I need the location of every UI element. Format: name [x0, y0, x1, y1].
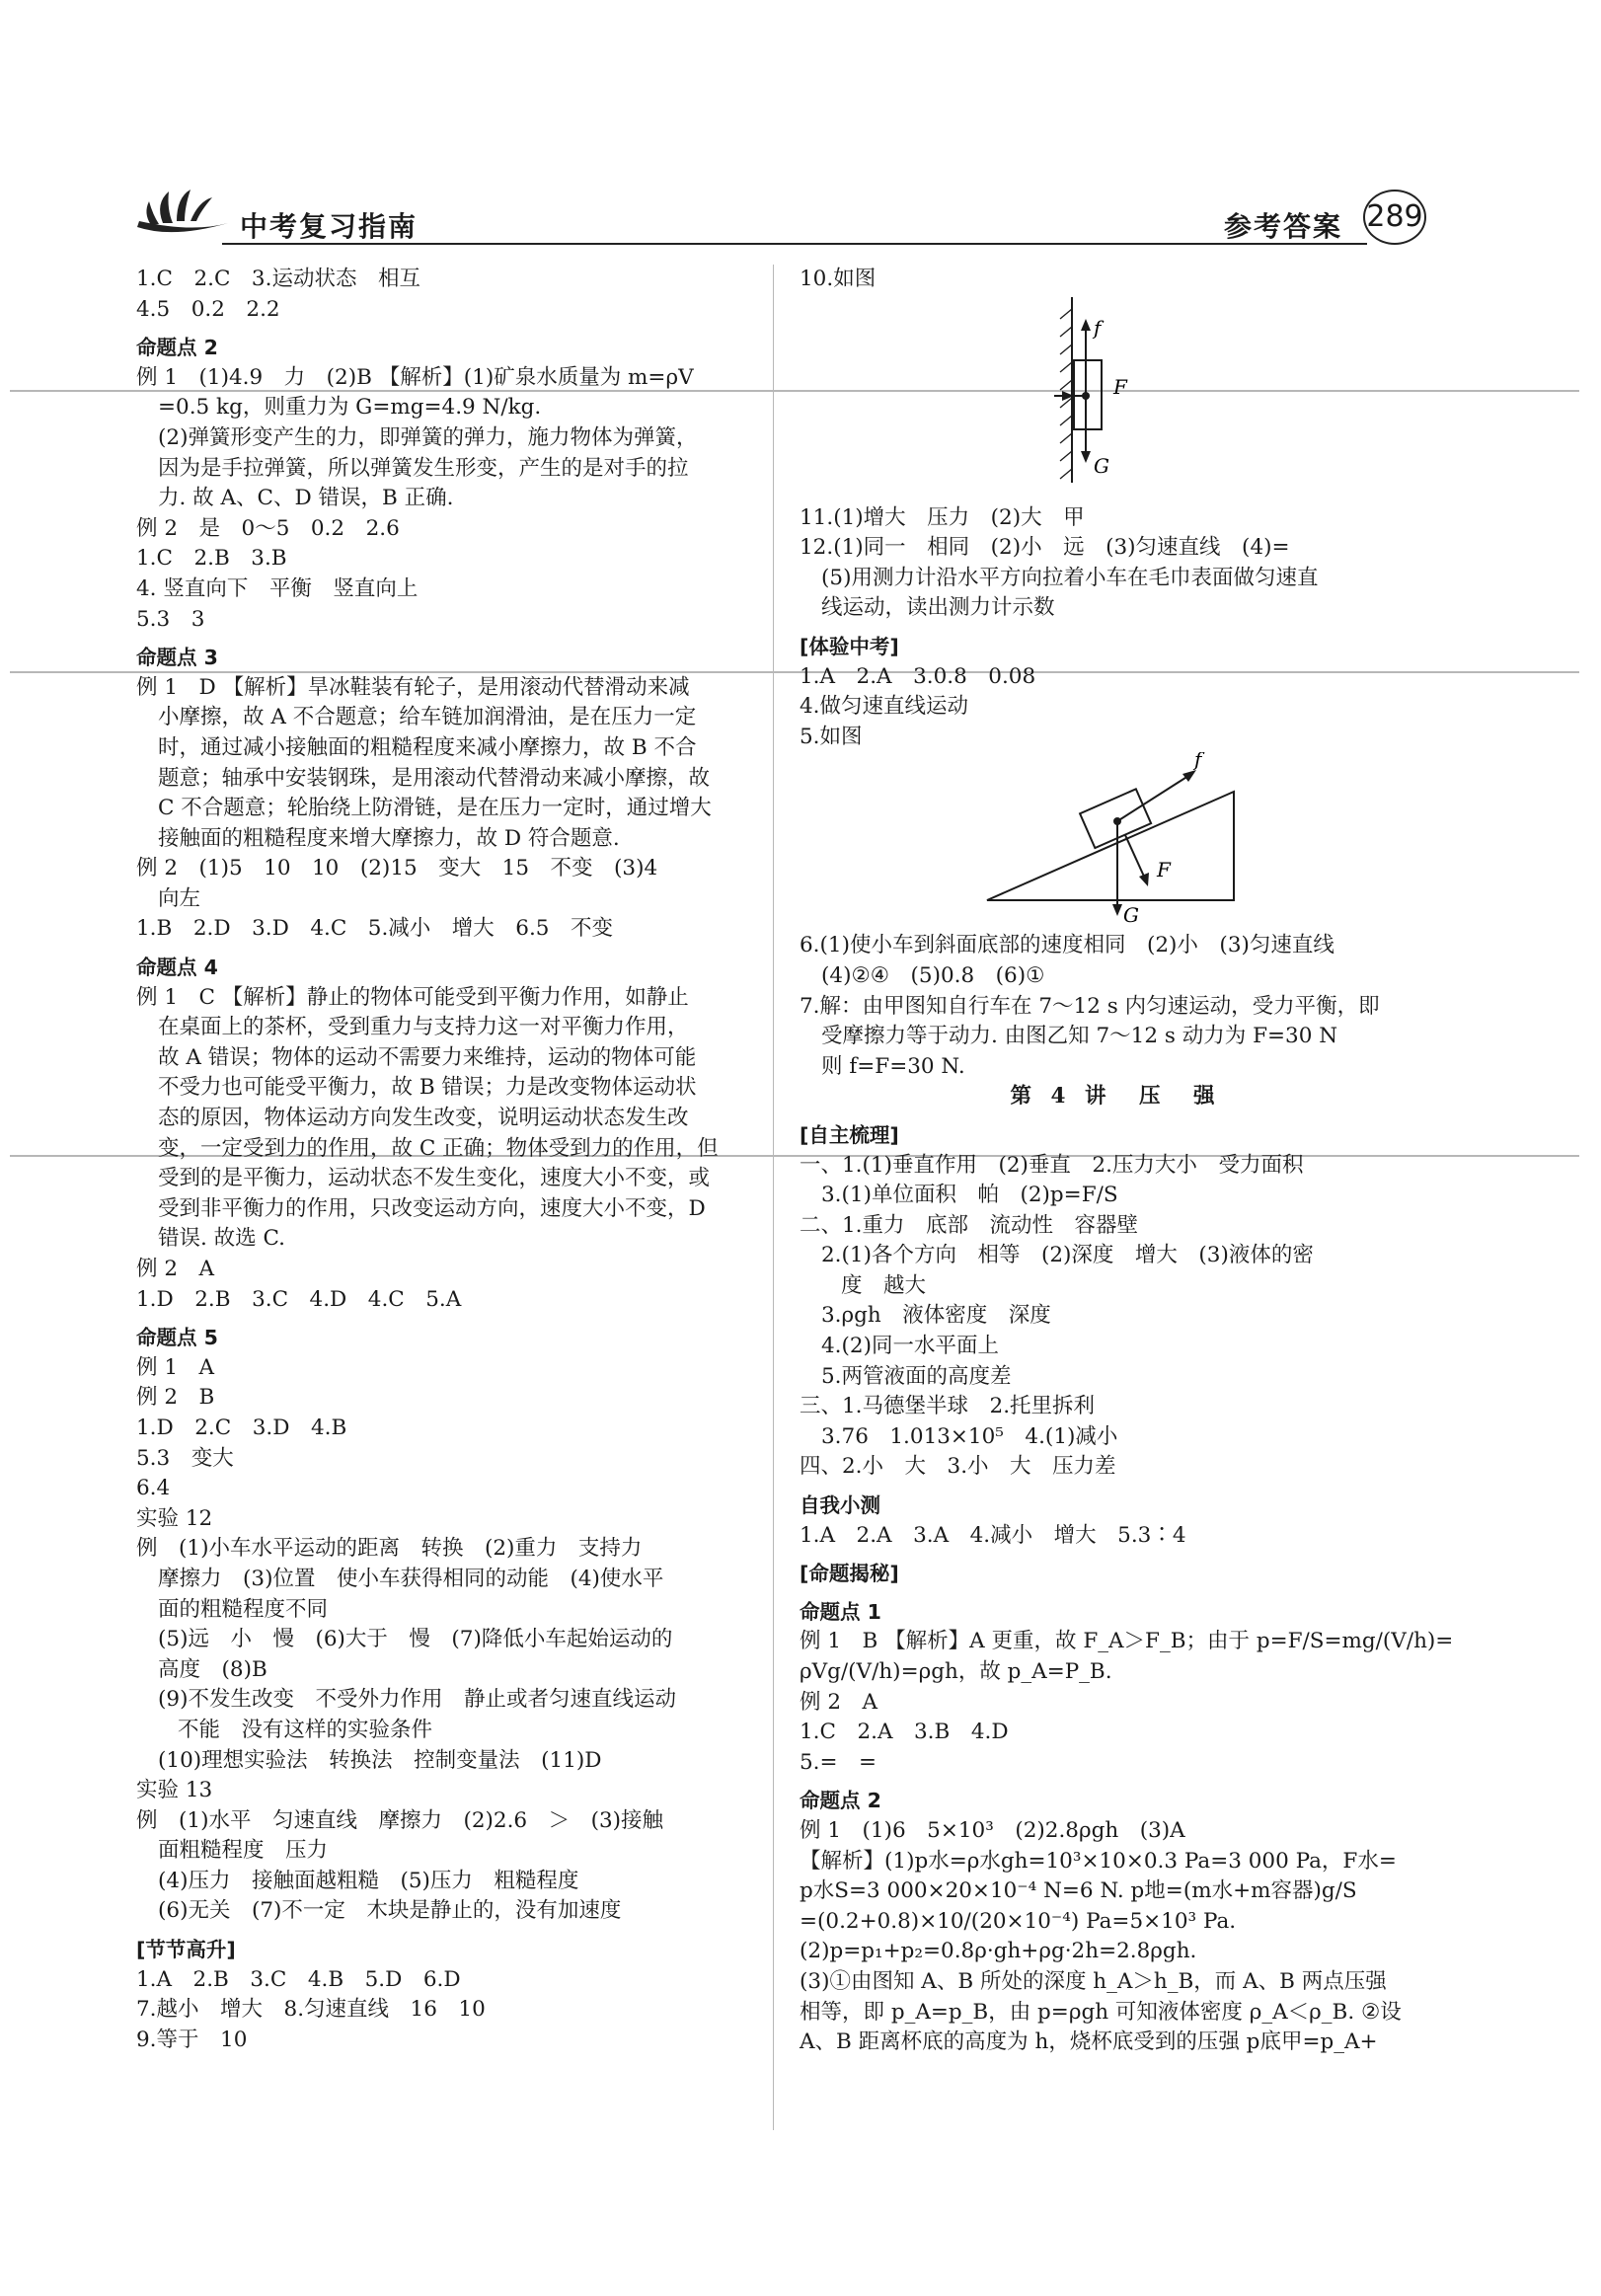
section-heading: 自我小测 [800, 1493, 880, 1518]
answer-line: 4.5 0.2 2.2 [136, 296, 280, 322]
answer-line: 1.A 2.B 3.C 4.B 5.D 6.D [136, 1966, 461, 1992]
right-block-b [800, 503, 1431, 753]
answer-line: 一、1.(1)垂直作用 (2)垂直 2.压力大小 受力面积 [800, 1152, 1304, 1178]
answer-line: (4)压力 接触面越粗糙 (5)压力 粗糙程度 [158, 1868, 579, 1893]
answer-line: 摩擦力 (3)位置 使小车获得相同的动能 (4)使水平 [158, 1566, 664, 1591]
answer-line: 则 f=F=30 N. [821, 1053, 965, 1079]
answer-line: 例 1 (1)6 5×10³ (2)2.8ρgh (3)A [800, 1817, 1185, 1843]
answer-line: 受到非平衡力的作用，只改变运动方向，速度大小不变，D [158, 1195, 706, 1221]
answer-line: 4.(2)同一水平面上 [821, 1334, 999, 1359]
pressure-arrow [1125, 835, 1145, 879]
label-F: F [1157, 858, 1171, 882]
answer-line: 小摩擦，故 A 不合题意；给车链加润滑油，是在压力一定 [158, 705, 697, 730]
answer-line: 实验 12 [136, 1505, 213, 1531]
answer-line: 3.(1)单位面积 帕 (2)p=F/S [821, 1183, 1118, 1208]
answer-line: 时，通过减小接触面的粗糙程度来减小摩擦力，故 B 不合 [158, 734, 697, 760]
answer-line: 故 A 错误；物体的运动不需要力来维持，运动的物体可能 [158, 1044, 697, 1070]
answer-line: 四、2.小 大 3.小 大 压力差 [800, 1454, 1116, 1480]
answer-line: 4.做匀速直线运动 [800, 694, 969, 720]
answer-line: =0.5 kg，则重力为 G=mg=4.9 N/kg. [158, 395, 542, 421]
answer-line: 1.A 2.A 3.A 4.减小 增大 5.3∶4 [800, 1522, 1186, 1548]
label-G: G [1094, 453, 1109, 478]
left-column [136, 265, 763, 2055]
section-heading: [体验中考] [800, 634, 899, 658]
answer-line: 6.4 [136, 1476, 171, 1501]
answer-line: 5.3 变大 [136, 1445, 234, 1471]
figure-wall-block [800, 295, 1431, 497]
answer-line: (9)不发生改变 不受外力作用 静止或者匀速直线运动 [158, 1687, 676, 1713]
answer-line: 1.C 2.C 3.运动状态 相互 [136, 267, 420, 291]
answer-line: (6)无关 (7)不一定 木块是静止的，没有加速度 [158, 1898, 622, 1924]
book-logo-icon [133, 188, 232, 247]
answer-line: (3)①由图知 A、B 所处的深度 h_A＞h_B，而 A、B 两点压强 [800, 1968, 1387, 1994]
figure-incline [800, 752, 1431, 925]
answer-line: 例 1 D 【解析】旱冰鞋装有轮子，是用滚动代替滑动来减 [136, 674, 690, 700]
answer-line: 5.= = [800, 1749, 877, 1775]
right-block-a [800, 265, 1431, 295]
answer-line: 3.ρgh 液体密度 深度 [821, 1303, 1051, 1329]
answer-line: 例 (1)水平 匀速直线 摩擦力 (2)2.6 ＞ (3)接触 [136, 1807, 664, 1833]
answer-line: 11.(1)增大 压力 (2)大 甲 [800, 504, 1085, 530]
answer-line: (2)p=p₁+p₂=0.8ρ·gh+ρg·2h=2.8ρgh. [800, 1939, 1197, 1964]
section-title: 参考答案 [1223, 210, 1342, 243]
answer-line: 在桌面上的茶杯，受到重力与支持力这一对平衡力作用， [158, 1015, 689, 1040]
page-number: 289 [1363, 190, 1426, 245]
answer-line: 4. 竖直向下 平衡 竖直向上 [136, 575, 419, 601]
section-heading: [节节高升] [136, 1938, 236, 1962]
section-heading: 命题点 3 [136, 646, 218, 670]
answer-line: 高度 (8)B [158, 1656, 267, 1682]
answer-line: 例 2 A [136, 1257, 215, 1281]
answer-line: 9.等于 10 [136, 2027, 248, 2052]
answer-line: 例 1 (1)4.9 力 (2)B 【解析】(1)矿泉水质量为 m=ρV [136, 364, 694, 390]
label-G: G [1123, 903, 1139, 926]
answer-line: 变，一定受到力的作用，故 C 正确；物体受到力的作用，但 [158, 1135, 719, 1161]
answer-line: 5.两管液面的高度差 [821, 1363, 1012, 1389]
header-rule [222, 243, 1367, 245]
answer-line: 7.越小 增大 8.匀速直线 16 10 [136, 1997, 486, 2023]
answer-line: 例 2 B [136, 1385, 215, 1411]
answer-line: 受摩擦力等于动力. 由图乙知 7～12 s 动力为 F=30 N [821, 1024, 1338, 1049]
answer-line: (10)理想实验法 转换法 控制变量法 (11)D [158, 1747, 602, 1773]
right-block-c [800, 931, 1454, 2057]
answer-line: A、B 距离杯底的高度为 h，烧杯底受到的压强 p底甲=p_A+ [800, 2029, 1378, 2055]
answer-line: 题意；轴承中安装钢珠，是用滚动代替滑动来减小摩擦，故 [158, 765, 711, 791]
answer-line: 不能 没有这样的实验条件 [178, 1717, 433, 1742]
section-heading: 命题点 2 [800, 1789, 881, 1813]
answer-line: (5)用测力计沿水平方向拉着小车在毛巾表面做匀速直 [821, 565, 1319, 590]
answer-line: 例 (1)小车水平运动的距离 转换 (2)重力 支持力 [136, 1536, 643, 1562]
answer-line: 5.3 3 [136, 606, 205, 632]
answer-line: (2)弹簧形变产生的力，即弹簧的弹力，施力物体为弹簧， [158, 424, 698, 450]
answer-line: 1.A 2.A 3.0.8 0.08 [800, 663, 1036, 689]
answer-line: 7.解：由甲图知自行车在 7～12 s 内匀速运动，受力平衡，即 [800, 993, 1380, 1019]
section-heading: 命题点 1 [800, 1599, 881, 1624]
answer-line: 面粗糙程度 压力 [158, 1838, 329, 1864]
answer-line: 1.C 2.B 3.B [136, 546, 287, 572]
answer-line: 接触面的粗糙程度来增大摩擦力，故 D 符合题意. [158, 825, 620, 851]
label-F: F [1113, 374, 1127, 399]
answer-line: 态的原因，物体运动方向发生改变，说明运动状态发生改 [158, 1106, 689, 1131]
answer-line: 例 1 A [136, 1354, 215, 1380]
answer-line: 向左 [158, 885, 201, 911]
answer-line: 面的粗糙程度不同 [158, 1596, 329, 1622]
answer-line: 例 2 是 0～5 0.2 2.6 [136, 515, 400, 541]
answer-line: 6.(1)使小车到斜面底部的速度相同 (2)小 (3)匀速直线 [800, 933, 1334, 958]
section-heading: 命题点 2 [136, 336, 218, 360]
answer-line: 实验 13 [136, 1778, 213, 1803]
answer-line: 度 越大 [841, 1272, 927, 1298]
answer-line: ρVg/(V/h)=ρgh，故 p_A=P_B. [800, 1659, 1112, 1684]
answer-line: 线运动，读出测力计示数 [821, 595, 1055, 621]
answer-line: 受到的是平衡力，运动状态不发生变化，速度大小不变，或 [158, 1166, 711, 1191]
answer-line: 1.D 2.B 3.C 4.D 4.C 5.A [136, 1286, 462, 1312]
answer-line: 不受力也可能受平衡力，故 B 错误；力是改变物体运动状 [158, 1075, 697, 1101]
section-heading: [自主梳理] [800, 1122, 899, 1147]
answer-line: 1.C 2.A 3.B 4.D [800, 1720, 1009, 1745]
friction-arrow [1117, 776, 1188, 821]
right-column [800, 265, 1454, 2058]
answer-line: 因为是手拉弹簧，所以弹簧发生形变，产生的是对手的拉 [158, 455, 689, 481]
answer-line: 3.76 1.013×10⁵ 4.(1)减小 [821, 1423, 1118, 1449]
answer-line: 例 1 C 【解析】静止的物体可能受到平衡力作用，如静止 [136, 984, 689, 1010]
answer-line: 【解析】(1)p水=ρ水gh=10³×10×0.3 Pa=3 000 Pa，F水= [800, 1848, 1397, 1874]
answer-line: 三、1.马德堡半球 2.托里拆利 [800, 1394, 1096, 1419]
answer-line: (5)远 小 慢 (6)大于 慢 (7)降低小车起始运动的 [158, 1627, 673, 1652]
answer-line: 力. 故 A、C、D 错误，B 正确. [158, 486, 454, 511]
page-header [133, 188, 1426, 249]
answer-line: 例 2 (1)5 10 10 (2)15 变大 15 不变 (3)4 [136, 856, 658, 881]
answer-line: C 不合题意；轮胎绕上防滑链，是在压力一定时，通过增大 [158, 796, 712, 821]
answer-line: 1.D 2.C 3.D 4.B [136, 1415, 347, 1440]
answer-line: 12.(1)同一 相同 (2)小 远 (3)匀速直线 (4)= [800, 535, 1290, 561]
section-heading: 命题点 4 [136, 956, 218, 980]
answer-line: p水S=3 000×20×10⁻⁴ N=6 N. p地=(m水+m容器)g/S [800, 1878, 1357, 1904]
answer-line: 2.(1)各个方向 相等 (2)深度 增大 (3)液体的密 [821, 1243, 1314, 1268]
answer-line: 例 2 A [800, 1689, 878, 1715]
answer-line: 5.如图 [800, 724, 863, 749]
lecture-title: 第 4 讲 压 强 [1010, 1084, 1221, 1110]
incline [987, 792, 1234, 900]
section-heading: [命题揭秘] [800, 1562, 899, 1586]
answer-line: 相等，即 p_A=p_B，由 p=ρgh 可知液体密度 ρ_A＜ρ_B. ②设 [800, 1999, 1402, 2025]
answer-line: (4)②④ (5)0.8 (6)① [821, 962, 1045, 988]
answer-line: 二、1.重力 底部 流动性 容器壁 [800, 1212, 1139, 1238]
label-f: f [1094, 315, 1102, 340]
column-divider [773, 265, 774, 2130]
answer-line: 1.B 2.D 3.D 4.C 5.减小 增大 6.5 不变 [136, 916, 613, 942]
answer-line: 例 1 B 【解析】A 更重，故 F_A＞F_B；由于 p=F/S=mg/(V/h)= [800, 1629, 1454, 1654]
label-f: f [1194, 752, 1202, 772]
answer-line: 10.如图 [800, 267, 877, 291]
answer-line: 错误. 故选 C. [158, 1226, 286, 1252]
answer-line: =(0.2+0.8)×10/(20×10⁻⁴) Pa=5×10³ Pa. [800, 1908, 1237, 1934]
section-heading: 命题点 5 [136, 1326, 218, 1350]
book-title: 中考复习指南 [240, 210, 419, 243]
